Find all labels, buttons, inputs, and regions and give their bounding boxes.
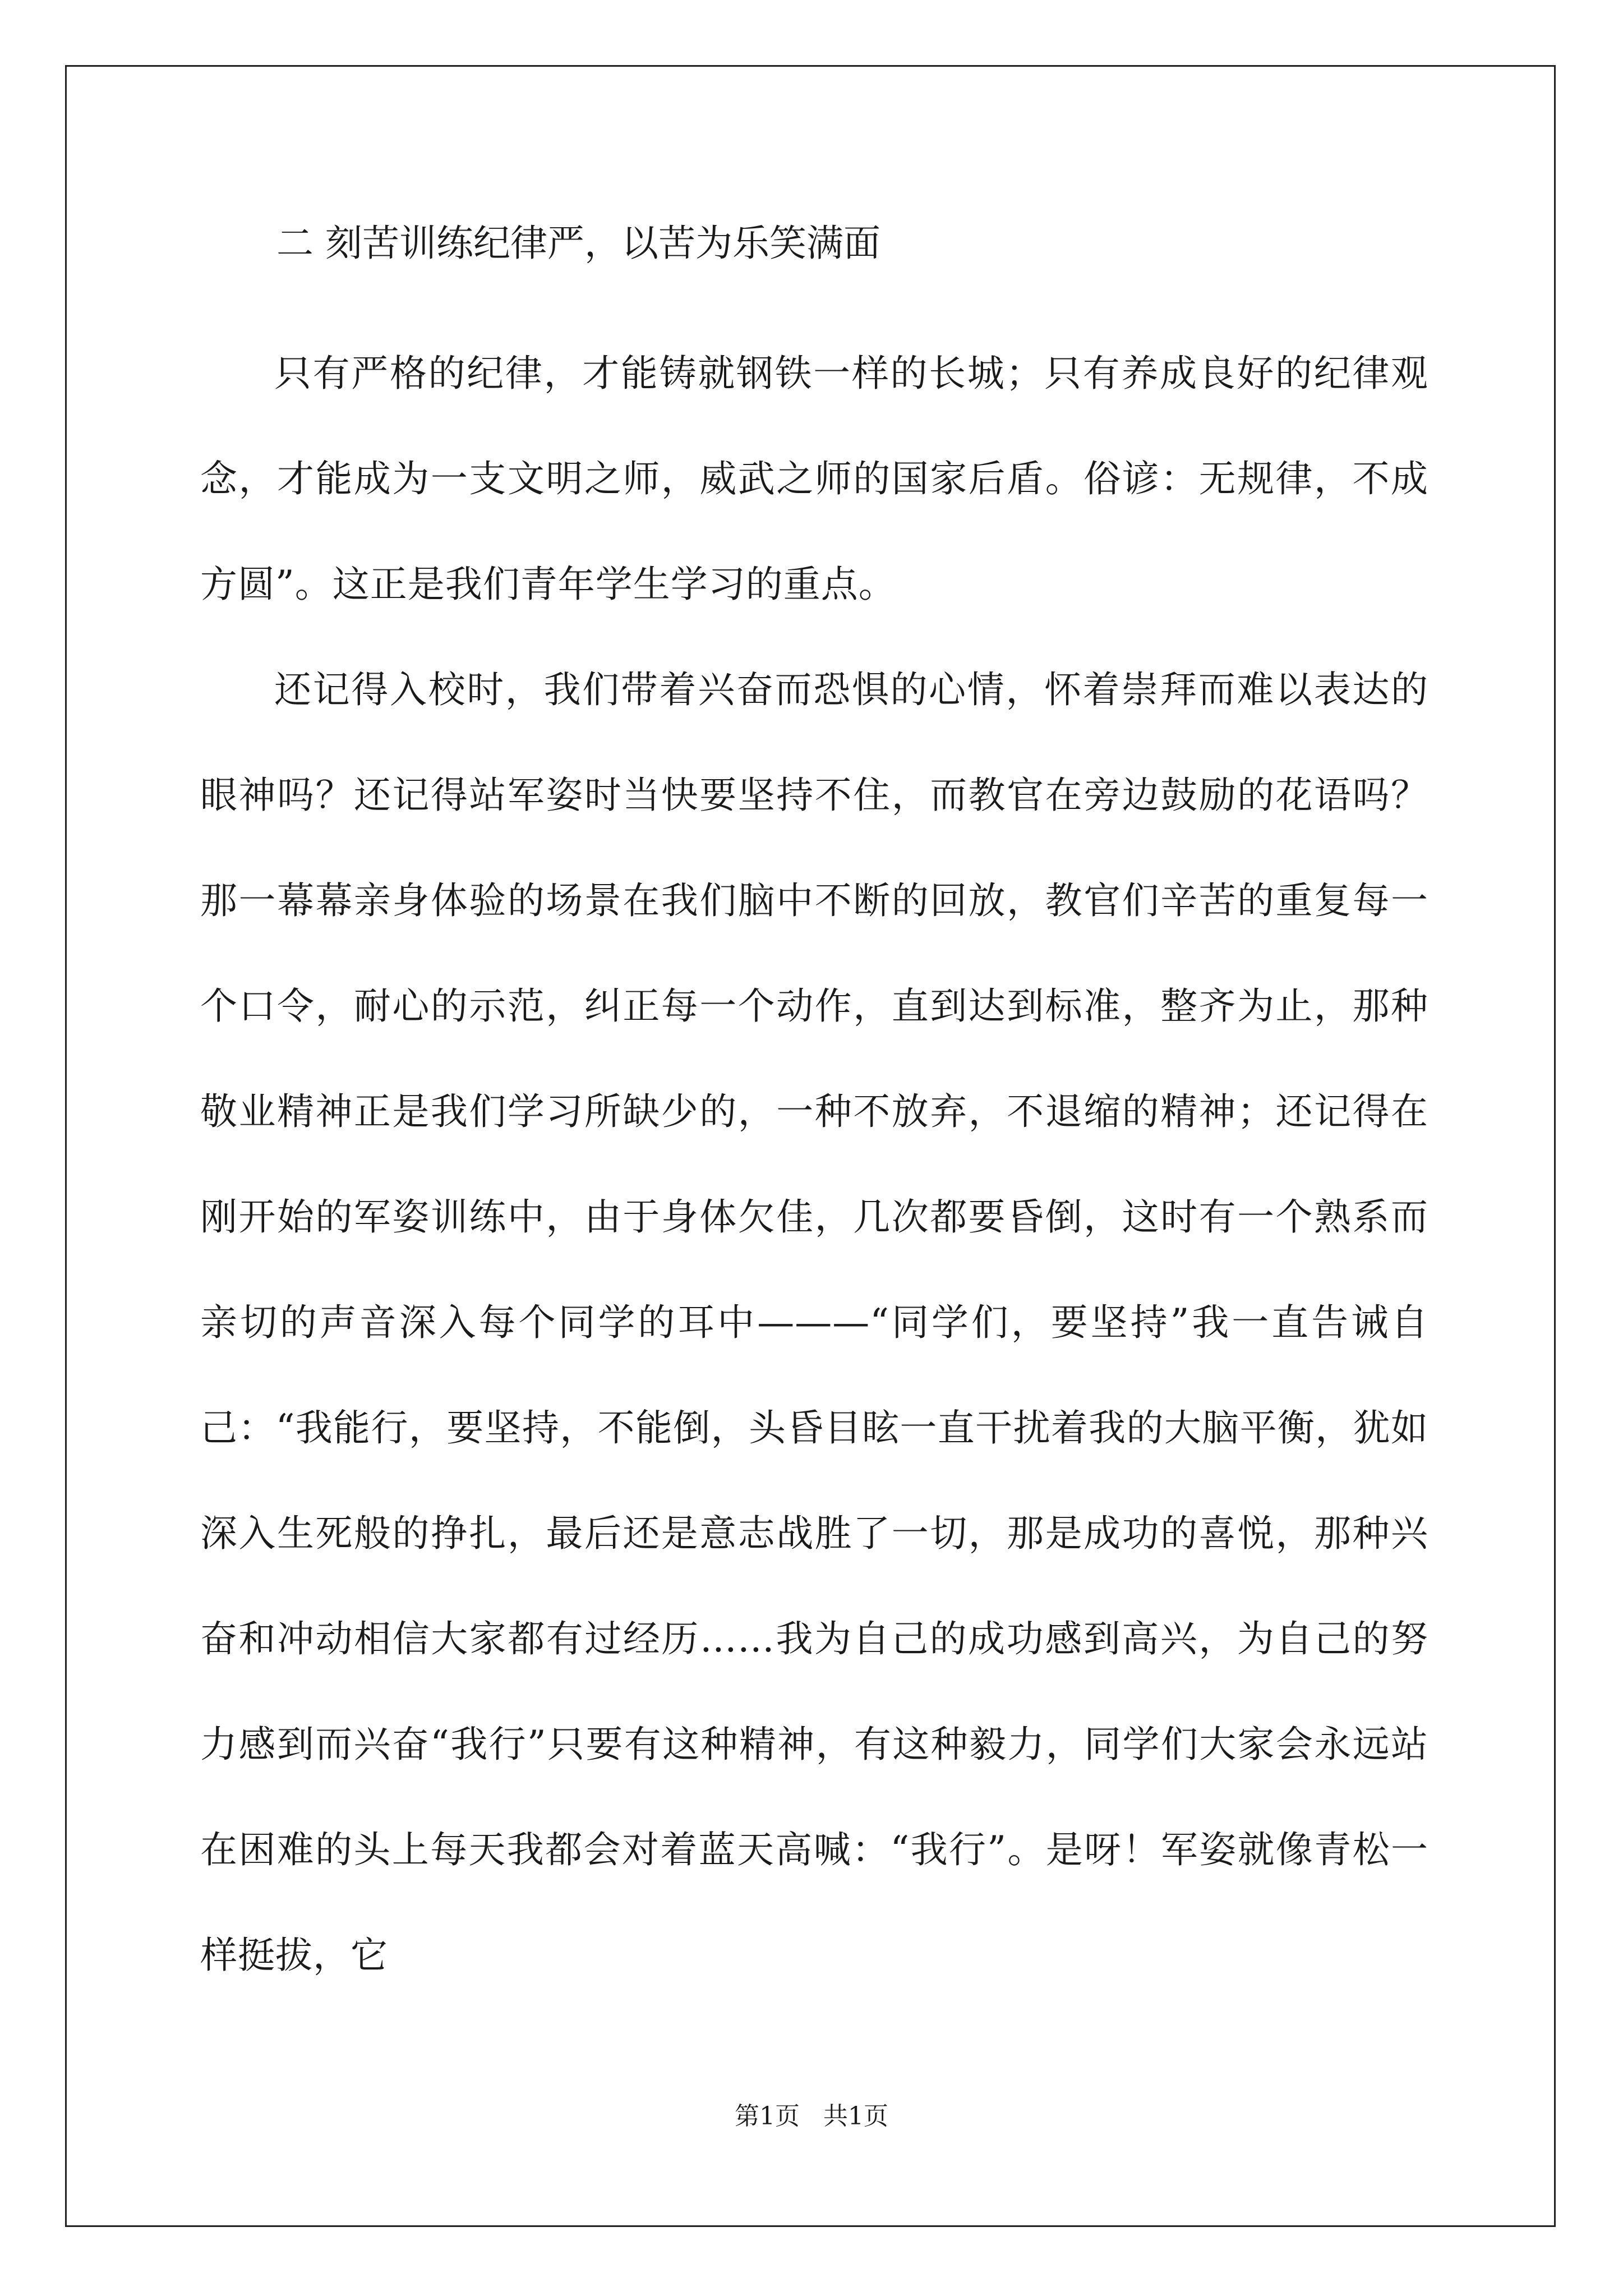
section-heading: 二 刻苦训练纪律严，以苦为乐笑满面: [276, 222, 880, 265]
document-body: [200, 219, 1428, 2008]
paragraph-training-memories: 还记得入校时，我们带着兴奋而恐惧的心情，怀着崇拜而难以表达的眼神吗？还记得站军姿时当快要坚持不住，而教官在旁边鼓励的花语吗？那一幕幕亲身体验的场景在我们脑中不断的回放，教官们辛苦的重复每一个口令，耐心的示范，纠正每一个动作，直到达到标准，整齐为止，那种敬业精神正是我们学习所缺少的，一种不放弃，不退缩的精神；还记得在刚开始的军姿训练中，由于身体欠佳，几次都要昏倒，这时有一个熟系而亲切的声音深入每个同学的耳中———“同学们，要坚持”我一直告诫自己：“我能行，要坚持，不能倒，头昏目眩一直干扰着我的大脑平衡，犹如深入生死般的挣扎，最后还是意志战胜了一切，那是成功的喜悦，那种兴奋和冲动相信大家都有过经历……我为自己的成功感到高兴，为自己的努力感到而兴奋“我行”只要有这种精神，有这种毅力，同学们大家会永远站在困难的头上每天我都会对着蓝天高喊：“我行”。是呀！军姿就像青松一样挺拔，它: [200, 668, 1428, 1977]
page-footer: 第1页 共1页: [735, 2102, 888, 2131]
paragraph-discipline: 只有严格的纪律，才能铸就钢铁一样的长城；只有养成良好的纪律观念，才能成为一支文明之师，威武之师的国家后盾。俗谚：无规律，不成方圆”。这正是我们青年学生学习的重点。: [200, 352, 1428, 606]
